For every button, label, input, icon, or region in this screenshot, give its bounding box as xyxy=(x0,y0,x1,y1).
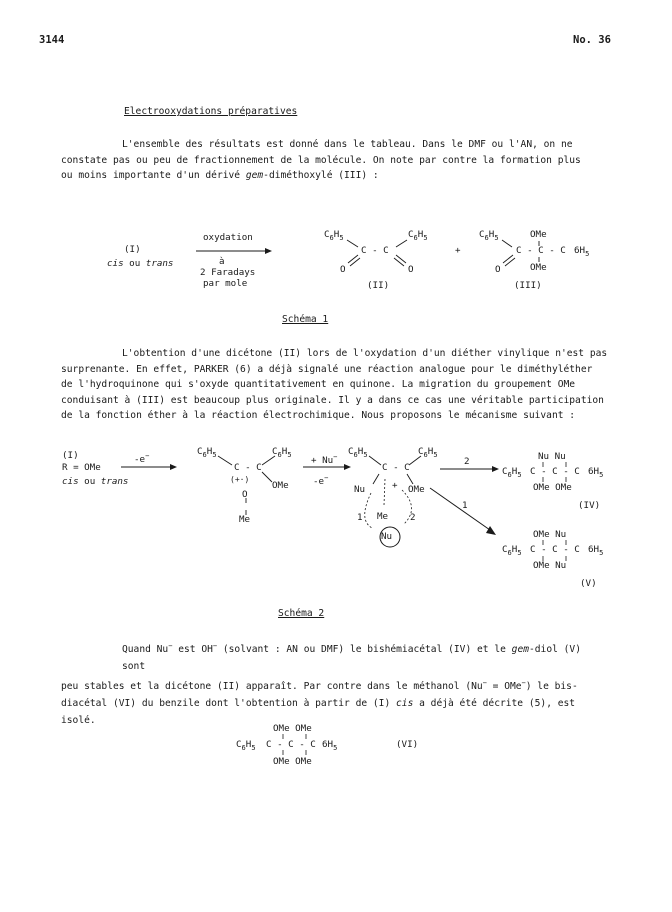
prod-II-chain: C - C xyxy=(361,245,389,256)
paragraph-3-line-2: peu stables et la dicétone (II) apparaît. Par contre dans le méthanol (Nu− = OMe−) le bis- xyxy=(61,679,578,692)
scheme-2-caption: Schéma 2 xyxy=(278,608,325,619)
paragraph-1-line-2: constate pas ou peu de fractionnement de la molécule. On note par contre la formation plus xyxy=(61,154,581,166)
journal-issue: No. 36 xyxy=(573,34,611,46)
prod-IV-phenyl-right: $6H_5$ xyxy=(588,466,604,479)
int2-plus: + xyxy=(392,480,398,491)
loop-label-2: 2 xyxy=(410,512,416,523)
section-title: Electrooxydations préparatives xyxy=(124,106,298,117)
scheme-1-arrow-below-1: à xyxy=(219,256,225,267)
paragraph-3-line-1: Quand Nu− est OH− (solvant : AN ou DMF) le bishémiacétal (IV) et le gem-diol (V) sont xyxy=(122,642,581,672)
prod-II-oxygen-left: O xyxy=(340,264,346,275)
paragraph-2-line-3: de l'hydroquinone qui s'oxyde quantitativement en quinone. La migration du groupement OMe xyxy=(61,379,576,391)
int2-circled-nu: Nu xyxy=(381,531,393,542)
int1-ome-right: OMe xyxy=(272,480,289,491)
paragraph-2-line-1: L'obtention d'une dicétone (II) lors de l'oxydation d'un diéther vinylique n'est pas xyxy=(122,348,608,359)
prod-V-chain: C - C - C xyxy=(530,544,580,555)
int2-chain: C - C xyxy=(382,462,410,473)
prod-III-label: (III) xyxy=(514,280,542,291)
int1-chain: C - C xyxy=(234,462,262,473)
scheme-1-plus: + xyxy=(455,245,461,256)
int2-phenyl-left: $C_6H_5$ xyxy=(348,446,368,459)
prod-V-bottom: OMe Nu xyxy=(533,560,567,571)
scheme-1-arrow-above: oxydation xyxy=(203,232,253,243)
int2-nu: Nu xyxy=(354,484,366,495)
prod-II-phenyl-left: $C_6H_5$ xyxy=(324,229,344,242)
prod-V-label: (V) xyxy=(580,578,597,589)
paragraph-2-line-5: de la fonction éther à la réaction électrochimique. Nous proposons le mécanisme suivant : xyxy=(61,410,576,422)
scheme-1-caption: Schéma 1 xyxy=(282,314,329,325)
page-number: 3144 xyxy=(39,34,65,46)
prod-IV-label: (IV) xyxy=(578,500,601,511)
prod-II-oxygen-right: O xyxy=(408,264,414,275)
paragraph-2-line-2: surprenante. En effet, PARKER (6) a déjà signalé une réaction analogue pour le diméthyléther xyxy=(61,363,593,375)
prod-III-phenyl-right: $6H_5$ xyxy=(574,245,590,258)
prod-IV-phenyl-left: $C_6H_5$ xyxy=(502,466,522,479)
int1-phenyl-right: $C_6H_5$ xyxy=(272,446,292,459)
scheme-2-isomers: cis ou trans xyxy=(62,476,129,487)
prod-II-label: (II) xyxy=(367,280,390,291)
struct-VI-phenyl-right: $6H_5$ xyxy=(322,739,338,752)
loop-label-1: 1 xyxy=(357,512,363,523)
struct-VI-chain: C - C - C xyxy=(266,739,316,750)
prod-V-phenyl-left: $C_6H_5$ xyxy=(502,544,522,557)
scheme-2-r-group: R = OMe xyxy=(62,462,101,473)
scheme-2-start-label: (I) xyxy=(62,450,79,461)
int1-radical-cation: (+·) xyxy=(230,475,250,484)
paragraph-1-line-1: L'ensemble des résultats est donné dans le tableau. Dans le DMF ou l'AN, on ne xyxy=(122,139,573,150)
scheme-2-minus-e-2: -e− xyxy=(313,474,329,487)
struct-VI-phenyl-left: $C_6H_5$ xyxy=(236,739,256,752)
prod-III-oxygen: O xyxy=(495,264,501,275)
scheme-1-start-label: (I) xyxy=(124,244,141,255)
prod-III-ome-bottom: OMe xyxy=(530,262,547,273)
int1-methyl: Me xyxy=(239,514,251,525)
paragraph-2-line-4: conduisant à (III) est beaucoup plus originale. Il y a dans ce cas une véritable participation xyxy=(61,394,604,406)
arrow-label-2: 2 xyxy=(464,456,470,467)
arrow-label-1: 1 xyxy=(462,500,468,511)
struct-VI-bottom: OMe OMe xyxy=(273,756,312,767)
prod-III-phenyl-left: $C_6H_5$ xyxy=(479,229,499,242)
scheme-2-minus-e: -e− xyxy=(134,452,150,465)
int2-ome: OMe xyxy=(408,484,425,495)
int1-phenyl-left: $C_6H_5$ xyxy=(197,446,217,459)
scheme-2-plus-nu: + Nu− xyxy=(311,453,338,466)
prod-III-chain: C - C - C xyxy=(516,245,566,256)
paragraph-3-line-3: diacétal (VI) du benzile dont l'obtention à partir de (I) cis a déjà été décrite (5), est xyxy=(61,698,576,709)
int2-methyl: Me xyxy=(377,511,389,522)
prod-IV-chain: C - C - C xyxy=(530,466,580,477)
scheme-1-arrow-below-2: 2 Faradays xyxy=(200,267,256,278)
struct-VI-top: OMe OMe xyxy=(273,723,312,734)
int2-phenyl-right: $C_6H_5$ xyxy=(418,446,438,459)
scheme-1-arrow-below-3: par mole xyxy=(203,278,248,289)
prod-V-top: OMe Nu xyxy=(533,529,567,540)
prod-IV-bottom: OMe OMe xyxy=(533,482,572,493)
paragraph-1-line-3: ou moins importante d'un dérivé gem-diméthoxylé (III) : xyxy=(61,170,379,182)
paragraph-3 xyxy=(61,638,609,729)
prod-IV-top: Nu Nu xyxy=(538,451,566,462)
prod-III-ome-top: OMe xyxy=(530,229,547,240)
prod-V-phenyl-right: $6H_5$ xyxy=(588,544,604,557)
scheme-1-start-isomers: cis ou trans xyxy=(107,258,174,269)
struct-VI-label: (VI) xyxy=(396,739,419,750)
paragraph-3-line-4: isolé. xyxy=(61,715,96,726)
int1-oxygen: O xyxy=(242,489,248,500)
prod-II-phenyl-right: $C_6H_5$ xyxy=(408,229,428,242)
